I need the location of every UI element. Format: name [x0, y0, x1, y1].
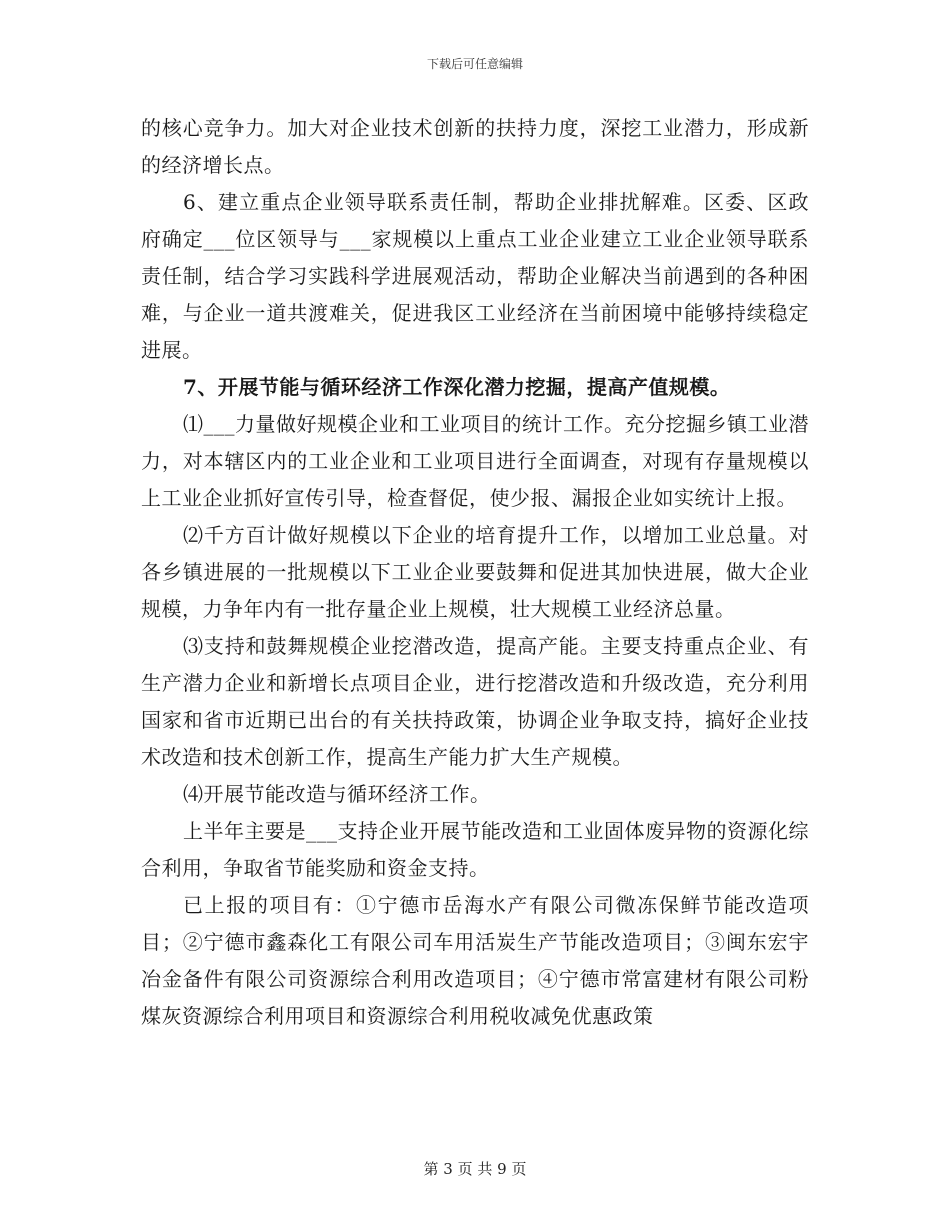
paragraph: ⑷开展节能改造与循环经济工作。: [183, 782, 491, 806]
paragraph: ⑵千方百计做好规模以下企业的培育提升工作，以增加工业总量。对各乡镇进展的一批规模以下工业企业要鼓舞和促进其加快进展，做大企业规模，力争年内有一批存量企业上规模，壮大规模工业经济总量。: [141, 523, 809, 621]
section-heading: 7、开展节能与循环经济工作深化潜力挖掘，提高产值规模。: [183, 375, 731, 399]
paragraph: 6、建立重点企业领导联系责任制，帮助企业排扰解难。区委、区政府确定___位区领导与___家规模以上重点工业企业建立工业企业领导联系责任制，结合学习实践科学进展观活动，帮助企业解决当前遇到的各种困难，与企业一道共渡难关，促进我区工业经济在当前困境中能够持续稳定进展。: [141, 190, 809, 362]
paragraph: ⑴___力量做好规模企业和工业项目的统计工作。充分挖掘乡镇工业潜力，对本辖区内的工业企业和工业项目进行全面调查，对现有存量规模以上工业企业抓好宣传引导，检查督促，使少报、漏报企业如实统计上报。: [141, 412, 809, 510]
paragraph: 上半年主要是___支持企业开展节能改造和工业固体废异物的资源化综合利用，争取省节能奖励和资金支持。: [141, 819, 809, 880]
paragraph: 的核心竞争力。加大对企业技术创新的扶持力度，深挖工业潜力，形成新的经济增长点。: [141, 116, 809, 177]
page-footer: 第 3 页 共 9 页: [423, 1160, 527, 1178]
paragraph: ⑶支持和鼓舞规模企业挖潜改造，提高产能。主要支持重点企业、有生产潜力企业和新增长点项目企业，进行挖潜改造和升级改造，充分利用国家和省市近期已出台的有关扶持政策，协调企业争取支持，搞好企业技术改造和技术创新工作，提高生产能力扩大生产规模。: [141, 634, 809, 769]
page-header: 下载后可任意编辑: [426, 57, 523, 71]
paragraph: 已上报的项目有：①宁德市岳海水产有限公司微冻保鲜节能改造项目；②宁德市鑫森化工有限公司车用活炭生产节能改造项目；③闽东宏宇冶金备件有限公司资源综合利用改造项目；④宁德市常富建材有限公司粉煤灰资源综合利用项目和资源综合利用税收减免优惠政策: [141, 893, 809, 1028]
document-body: [141, 110, 809, 1035]
